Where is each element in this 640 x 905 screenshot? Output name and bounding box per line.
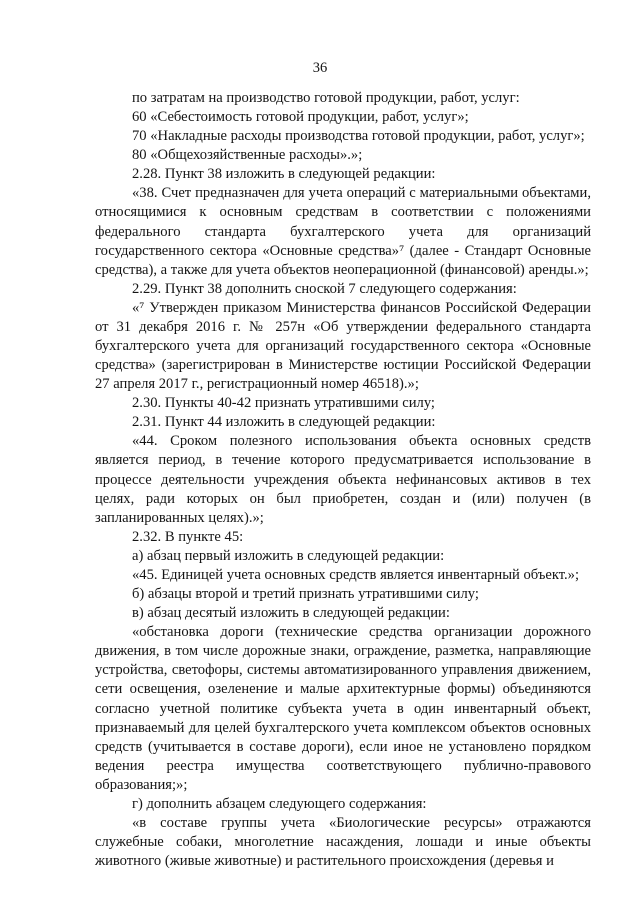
paragraph: 2.31. Пункт 44 изложить в следующей редакции: <box>132 414 436 431</box>
paragraph: 80 «Общехозяйственные расходы».»; <box>132 147 363 164</box>
document-body <box>95 89 591 871</box>
paragraph: 2.28. Пункт 38 изложить в следующей редакции: <box>132 166 436 183</box>
paragraph: 60 «Себестоимость готовой продукции, работ, услуг»; <box>132 109 469 126</box>
paragraph: в) абзац десятый изложить в следующей редакции: <box>132 605 450 622</box>
paragraph: «44. Сроком полезного использования объекта основных средств является период, в течение которого предусматривается использование в процессе деятельности учреждения объекта нефинансовых активов в тех целях, ради которых он был приобретен, создан и (или) получен (в запланированных целях).»; <box>95 433 591 526</box>
paragraph: «в составе группы учета «Биологические ресурсы» отражаются служебные собаки, многолетние насаждения, лошади и иные объекты животного (живые животные) и растительного происхождения (деревья и <box>95 814 591 870</box>
paragraph: 70 «Накладные расходы производства готовой продукции, работ, услуг»; <box>132 128 585 145</box>
paragraph: «обстановка дороги (технические средства организации дорожного движения, в том числе дорожные знаки, ограждение, разметка, направляющие устройства, светофоры, системы автоматизированного управления движением, сети освещения, озеленение и малые архитектурные формы) объединяются согласно учетной политике субъекта учета в один инвентарный объект, признаваемый для целей бухгалтерского учета комплексом объектов основных средств (учитывается в составе дороги), если иное не установлено порядком ведения реестра имущества соответствующего публично-правового образования;»; <box>95 624 591 793</box>
paragraph: 2.32. В пункте 45: <box>132 528 244 545</box>
paragraph: б) абзацы второй и третий признать утратившими силу; <box>132 586 479 603</box>
page-number: 36 <box>312 60 328 76</box>
paragraph: г) дополнить абзацем следующего содержания: <box>132 795 427 812</box>
paragraph: по затратам на производство готовой продукции, работ, услуг: <box>132 90 520 106</box>
paragraph: 2.30. Пункты 40-42 признать утратившими силу; <box>132 395 435 412</box>
paragraph: «38. Счет предназначен для учета операций с материальными объектами, относящимися к основным средствам в соответствии с положениями федерального стандарта бухгалтерского учета для организаций государственного сектора «Основные средства»⁷ (далее - Стандарт Основные средства), а также для учета объектов неоперационной (финансовой) аренды.»; <box>95 185 591 278</box>
paragraph: «45. Единицей учета основных средств является инвентарный объект.»; <box>132 566 580 583</box>
paragraph: а) абзац первый изложить в следующей редакции: <box>132 547 445 564</box>
paragraph: «⁷ Утвержден приказом Министерства финансов Российской Федерации от 31 декабря 2016 г. № 257н «Об утверждении федерального стандарта бухгалтерского учета для организаций государственного сектора «Основные средства» (зарегистрирован в Министерстве юстиции Российской Федерации 27 апреля 2017 г., регистрационный номер 46518).»; <box>95 299 591 393</box>
paragraph: 2.29. Пункт 38 дополнить сноской 7 следующего содержания: <box>132 280 517 297</box>
